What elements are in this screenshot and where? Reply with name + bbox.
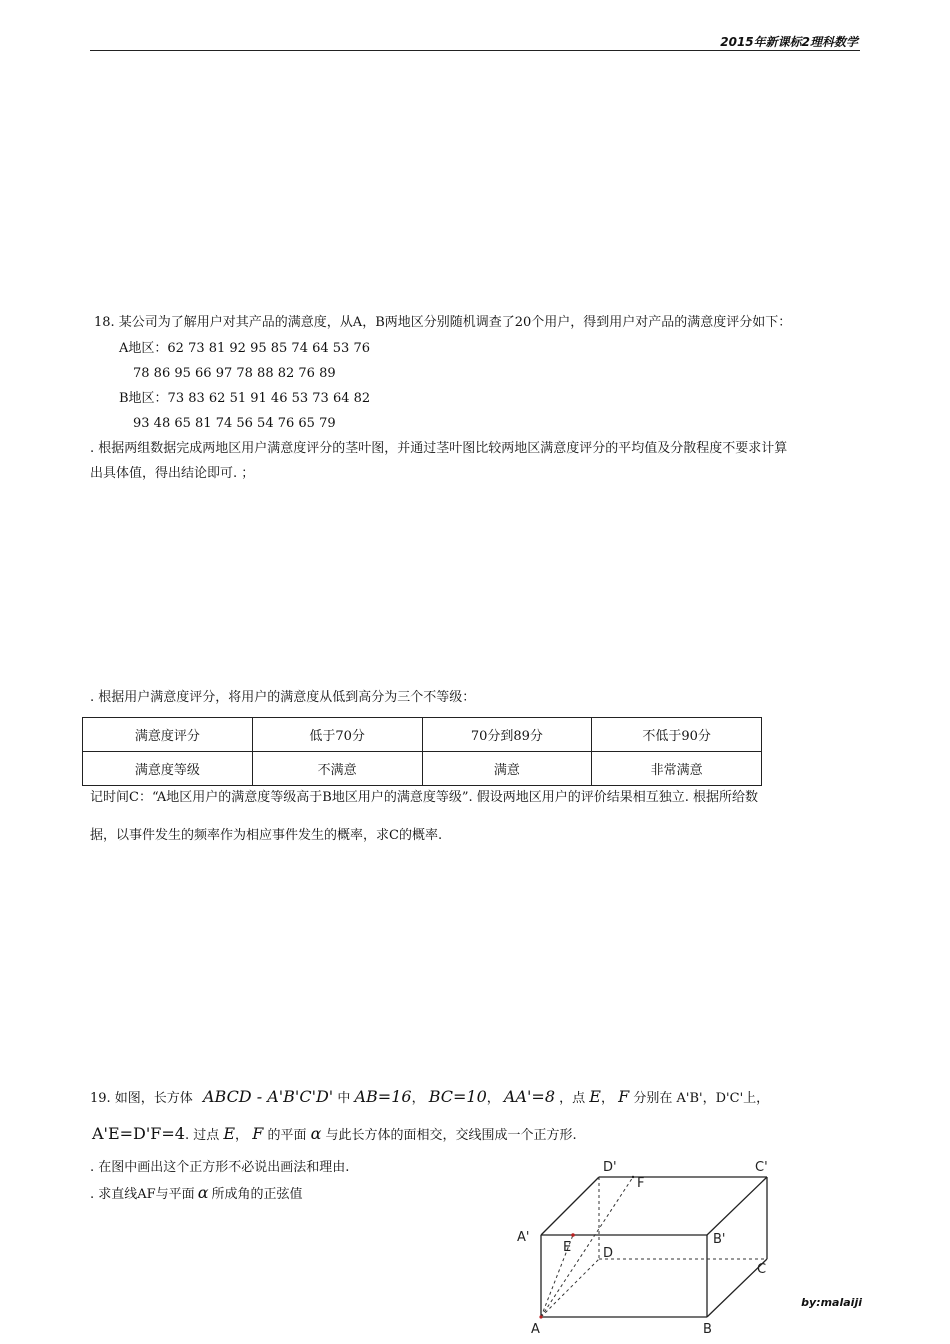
label-e: E	[563, 1240, 572, 1255]
header-title: 2015年新课标2理科数学	[720, 35, 858, 49]
label-dp: D'	[603, 1160, 617, 1175]
q18-b-data-line1: B地区：73 83 62 51 91 46 53 73 64 82	[119, 391, 371, 406]
q19-pass: . 过点	[184, 1128, 220, 1143]
table-cell: 满意度等级	[83, 752, 253, 786]
q18-part2-line2: 据，以事件发生的频率作为相应事件发生的概率，求C的概率.	[90, 828, 443, 843]
q19-fenbie: 分别在	[633, 1091, 673, 1106]
q18-part1-line1: . 根据两组数据完成两地区用户满意度评分的茎叶图，并通过茎叶图比较两地区满意度评分的平均值及分散程度不要求计算	[90, 441, 788, 456]
q18-part1-line2: 出具体值，得出结论即可. ；	[90, 466, 255, 481]
table-cell: 低于70分	[252, 718, 422, 752]
point-a-marker	[539, 1315, 542, 1318]
label-a: A	[531, 1322, 540, 1337]
label-f: F	[637, 1176, 645, 1191]
q18-b-data-line2: 93 48 65 81 74 56 54 76 65 79	[133, 416, 336, 431]
q19-box-name: ABCD - A'B'C'D'	[202, 1087, 334, 1106]
table-cell: 满意度评分	[83, 718, 253, 752]
q19-part2-post: 所成角的正弦值	[211, 1187, 303, 1202]
label-cp: C'	[755, 1160, 768, 1175]
q19-f: F	[618, 1087, 630, 1106]
table-row	[83, 752, 762, 786]
q19-ab: AB=16	[354, 1087, 412, 1106]
q19-edges: A'B'，D'C'	[676, 1091, 744, 1106]
q19-e: E	[589, 1087, 601, 1106]
table-cell: 不低于90分	[592, 718, 762, 752]
q18-a-data-line1: A地区：62 73 81 92 95 85 74 64 53 76	[119, 341, 370, 356]
q19-point: ，点	[559, 1091, 586, 1106]
table-cell: 非常满意	[592, 752, 762, 786]
q19-aa: AA'=8	[503, 1087, 555, 1106]
label-ap: A'	[517, 1230, 530, 1245]
label-b: B	[703, 1322, 712, 1337]
table-row	[83, 718, 762, 752]
q19-e2: E	[223, 1124, 236, 1143]
q19-number: 19. 如图，长方体	[90, 1091, 193, 1106]
cuboid-figure	[505, 1155, 785, 1337]
point-f-marker	[632, 1176, 634, 1178]
header-divider	[90, 50, 860, 51]
q19-part1: . 在图中画出这个正方形不必说出画法和理由.	[90, 1160, 350, 1175]
q19-stem-line2: A'E=D'F=4. 过点 E， F 的平面 α 与此长方体的面相交，交线围成一个正方形.	[92, 1124, 577, 1143]
table-cell: 70分到89分	[422, 718, 592, 752]
q19-plane-pre: 的平面	[267, 1128, 307, 1143]
table-cell: 不满意	[252, 752, 422, 786]
q19-plane-post: 与此长方体的面相交，交线围成一个正方形.	[325, 1128, 577, 1143]
footer-signature: by:malaiji	[801, 1296, 862, 1309]
q19-f2: F	[252, 1124, 264, 1143]
satisfaction-table	[82, 717, 762, 786]
q19-stem-line1: 19. 如图，长方体 ABCD - A'B'C'D' 中 AB=16， BC=10， AA'=8 ，点 E， F 分别在 A'B'，D'C'上，	[90, 1087, 770, 1106]
edge-bp-cp	[707, 1177, 767, 1235]
hidden-edge-a-d	[541, 1259, 599, 1317]
q19-zhong: 中	[337, 1091, 351, 1106]
q19-part2-pre: . 求直线AF与平面	[90, 1187, 195, 1202]
table-cell: 满意	[422, 752, 592, 786]
q19-part2	[90, 1184, 303, 1204]
hidden-line-a-f	[541, 1177, 633, 1317]
q18-part2-intro: . 根据用户满意度评分，将用户的满意度从低到高分为三个不等级：	[90, 690, 476, 705]
q19-bc: BC=10	[428, 1087, 487, 1106]
edge-ap-dp	[541, 1177, 599, 1235]
point-e-marker	[571, 1233, 575, 1237]
q19-shang: 上，	[743, 1091, 770, 1106]
q19-alpha: α	[310, 1124, 322, 1143]
label-d: D	[603, 1246, 614, 1261]
q18-stem: 18. 某公司为了解用户对其产品的满意度，从A，B两地区分别随机调查了20个用户，得到用户对产品的满意度评分如下：	[94, 315, 792, 330]
q19-part2-alpha: α	[197, 1183, 209, 1202]
label-c: C	[757, 1262, 767, 1277]
label-bp: B'	[713, 1232, 726, 1247]
q19-cond: A'E=D'F=4	[92, 1124, 185, 1143]
q18-a-data-line2: 78 86 95 66 97 78 88 82 76 89	[133, 366, 336, 381]
q18-part2-line1: 记时间C：“A地区用户的满意度等级高于B地区用户的满意度等级”. 假设两地区用户的评价结果相互独立. 根据所给数	[90, 790, 759, 805]
